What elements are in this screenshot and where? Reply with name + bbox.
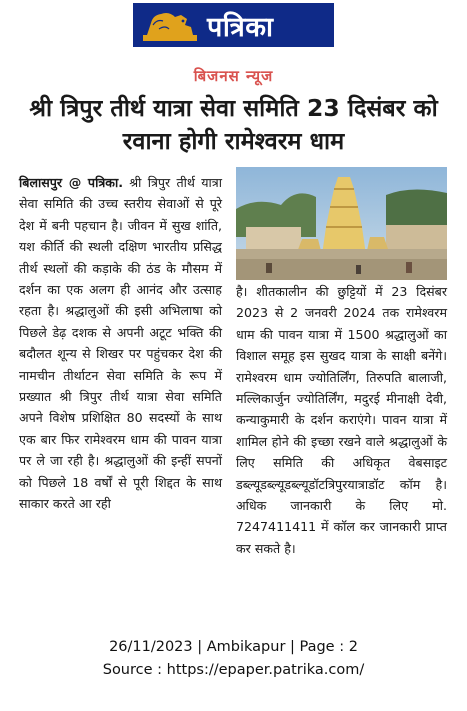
article-text-left: श्री त्रिपुर तीर्थ यात्रा सेवा समिति की उच्च स्तरीय सेवाओं से पूरे देश में बनी पहचान है। जीवन में सुख शांति, यश कीर्ति की स्थली दक्षिण भारतीय प्रसिद्ध तीर्थ स्थलों की कड़ाके की ठंड के मौसम में दर्शन का एक अलग ही आनंद और उत्साह रहता है। श्रद्धालुओं की इसी अभिलाषा को पिछले डेढ़ दशक से अपनी अटूट भक्ति की बदौलत शून्य से शिखर पर पहुंचकर देश की नामचीन तीर्थाटन सेवा समिति के रूप में प्रख्यात श्री त्रिपुर तीर्थ यात्रा सेवा समिति अपने विशेष प्रशिक्षित 80 सदस्यों के साथ एक बार फिर रामेश्वरम धाम की पावन यात्रा पर ले जा रही है। श्रद्धालुओं की इन्हीं सपनों को पिछले 18 वर्षों से पूरी शिद्दत के साथ साकार करते आ रही bbox=[19, 175, 222, 512]
headline: श्री त्रिपुर तीर्थ यात्रा सेवा समिति 23 दिसंबर को रवाना होगी रामेश्वरम धाम bbox=[29, 94, 438, 155]
category-label: बिजनस न्यूज bbox=[193, 67, 274, 85]
dateline: बिलासपुर @ पत्रिका. bbox=[19, 175, 124, 190]
article-column-right: है। शीतकालीन की छुट्टियों में 23 दिसंबर 2023 से 2 जनवरी 2024 तक रामेश्वरम धाम की पावन यात्रा में 1500 श्रद्धालुओं का विशाल समूह इस सुखद यात्रा के साक्षी बनेंगे। रामेश्वरम धाम ज्योतिर्लिंग, तिरुपति बालाजी, मल्लिकार्जुन ज्योतिर्लिंग, मदुरई मीनाक्षी देवी, कन्याकुमारी के दर्शन कराएंगे। पावन यात्रा में शामिल होने की इच्छा रखने वाले श्रद्धालुओं के लिए समिति की अधिकृत वेबसाइट डब्ल्यूडब्ल्यूडब्ल्यूडॉटत्रिपुरयात्राडॉट कॉम है। अधिक जानकारी के लिए मो. 7247411411 में कॉल कर जानकारी प्राप्त कर सकते है। bbox=[236, 284, 447, 556]
temple-gopuram-image bbox=[236, 167, 447, 280]
temple-photo bbox=[236, 167, 447, 280]
lion-emblem-icon bbox=[139, 5, 201, 45]
brand-name: पत्रिका bbox=[207, 11, 274, 43]
masthead bbox=[133, 3, 334, 47]
source-url: Source : https://epaper.patrika.com/ bbox=[102, 662, 365, 678]
edition-info: 26/11/2023 | Ambikapur | Page : 2 bbox=[109, 639, 358, 655]
article-column-left bbox=[19, 172, 222, 515]
